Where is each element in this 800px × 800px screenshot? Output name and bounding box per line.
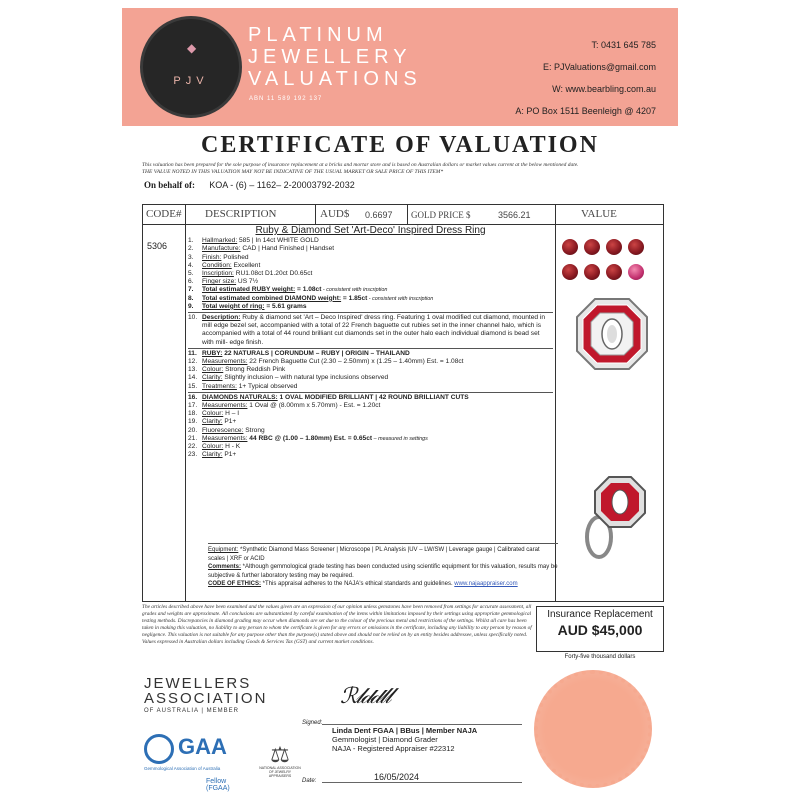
- address: A: PO Box 1511 Beenleigh @ 4207: [515, 106, 656, 116]
- ruby-colour-swatches: [559, 237, 659, 287]
- naja-caption: NATIONAL ASSOCIATION OF JEWELRY APPRAISERS: [259, 766, 301, 778]
- ruby-swatch: [606, 239, 622, 255]
- signer-role-1: Gemmologist | Diamond Grader: [332, 735, 438, 744]
- signer-details: [332, 726, 477, 753]
- valuation-table: [142, 204, 664, 602]
- item-code: 5306: [147, 241, 168, 251]
- list-item: 12. Measurements: 22 French Baguette Cut (2.30 – 2.50mm) x (1.25 – 1.40mm) Est. = 1.08ct: [188, 358, 464, 366]
- ja-line-1: JEWELLERS: [144, 675, 252, 692]
- diamond-icon: ◆: [187, 41, 197, 55]
- contact-block: [515, 34, 656, 122]
- phone: T: 0431 645 785: [591, 40, 656, 50]
- on-behalf-of: [144, 180, 355, 190]
- list-item: 11. RUBY: 22 NATURALS | CORUNDUM – RUBY | ORIGIN – THAILAND: [188, 349, 410, 357]
- stamp-seal: [534, 670, 652, 788]
- disclaimer-line-1: This valuation has been prepared for the sole purpose of insurance replacement at a bricks and mortar store and is based on Australian dollars or market values current at the below mentioned date.: [142, 162, 579, 168]
- value-header: VALUE: [581, 208, 617, 220]
- aud-label: AUD$: [320, 208, 350, 220]
- ja-line-2: ASSOCIATION: [144, 690, 268, 707]
- insurance-label: Insurance Replacement: [547, 609, 653, 620]
- equipment-notes: [208, 543, 558, 589]
- ruby-swatch: [584, 239, 600, 255]
- brand-line-1: PLATINUM: [248, 24, 388, 46]
- description-header: DESCRIPTION: [205, 208, 277, 220]
- brand-line-3: VALUATIONS: [248, 68, 422, 90]
- equipment-line: Equipment: *Synthetic Diamond Mass Screener | Microscope | PL Analysis |UV – LW/SW | Leverage gauge | Calibrated carat scales | XRF or ACID: [208, 547, 540, 562]
- list-item: 23. Clarity: P1+: [188, 451, 237, 459]
- behalf-label: On behalf of:: [144, 180, 196, 190]
- item-description: [188, 227, 553, 459]
- ring-top-view-image: [575, 297, 649, 371]
- list-item: 2. Manufacture: CAD | Hand Finished | Handset: [188, 245, 335, 253]
- abn-number: ABN 11 589 192 137: [249, 96, 323, 102]
- gold-price-value: 3566.21: [498, 210, 531, 220]
- comments-line: Comments: *Although gemmological grade testing has been conducted using scientific equipment for this valuation, results may be subjective & further laboratory testing may be required.: [208, 564, 558, 579]
- signature-image: ℛ𝓁𝒹𝒹𝓁𝓁: [340, 684, 390, 709]
- signature-line: [322, 724, 522, 725]
- list-item: 10. Description: Ruby & diamond set 'Art – Deco Inspired' dress ring. Featuring 1 oval modified cut diamond, mounted in mill edge bezel set, accompanied with a total of 22 French baguette cut rubies set in the inner channel halo, which is accompanied with a total of 44 round brilliant cut diamonds set in the outer halo each individual diamond is bead set with mill- edge finish.: [188, 312, 553, 347]
- certificate-title: CERTIFICATE OF VALUATION: [201, 132, 599, 158]
- list-item: 16. DIAMONDS NATURALS: 1 OVAL MODIFIED BRILLIANT | 42 ROUND BRILLIANT CUTS: [188, 393, 469, 401]
- table-header: [143, 205, 663, 225]
- list-item: 22. Colour: H - K: [188, 443, 241, 451]
- certificate-page: [122, 8, 678, 794]
- gold-price-label: GOLD PRICE $: [411, 210, 471, 220]
- list-item: 20. Fluorescence: Strong: [188, 426, 265, 434]
- ruby-swatch: [584, 264, 600, 280]
- ring-side-view-image: [579, 451, 649, 561]
- list-item: 17. Measurements: 1 Oval @ (8.00mm x 5.70mm) - Est. = 1.20ct: [188, 402, 381, 410]
- code-header: CODE#: [146, 208, 182, 220]
- pjv-logo: [140, 16, 242, 118]
- insurance-amount-words: Forty-five thousand dollars: [564, 654, 636, 660]
- header-divider: [315, 205, 316, 225]
- gaa-word: GAA: [178, 734, 227, 759]
- list-item: 3. Finish: Polished: [188, 253, 249, 261]
- email[interactable]: E: PJValuations@gmail.com: [542, 62, 656, 72]
- ethics-line: CODE OF ETHICS: *This appraisal adheres to the NAJA's ethical standards and guidelines. www.najaappraiser.com: [208, 581, 518, 587]
- list-item: 6. Finger size: US 7½: [188, 278, 259, 286]
- ja-line-3: OF AUSTRALIA | MEMBER: [144, 708, 239, 714]
- header-divider: [407, 205, 408, 225]
- ruby-swatch: [562, 264, 578, 280]
- behalf-reference: KOA - (6) – 1162– 2-20003792-2032: [209, 180, 355, 190]
- list-item: 14. Clarity: Slightly inclusion – with natural type inclusions observed: [188, 374, 389, 382]
- insurance-replacement-box: [536, 606, 664, 652]
- list-item: 21. Measurements: 44 RBC @ (1.00 – 1.80mm) Est. = 0.65ct – measured in settings: [188, 434, 428, 442]
- brand-name: [248, 24, 422, 90]
- header-banner: [122, 8, 678, 126]
- list-item: 8. Total estimated combined DIAMOND weight: = 1.85ct - consistent with inscription: [188, 294, 434, 302]
- aud-value: 0.6697: [365, 210, 393, 220]
- brand-line-2: JEWELLERY: [248, 46, 412, 68]
- date-value: 16/05/2024: [374, 772, 420, 782]
- logo-text: PJV: [173, 75, 209, 87]
- column-divider: [555, 205, 556, 601]
- terms-and-conditions: The articles described above have been examined and the values given are an expression of our opinion unless gemstones have been removed from settings for accurate assessment, all grades and weights are approximate. All conclusions are substantiated by careful examination of the items within limitations imposed by their settings using appropriate gemmological testing methods. Discrepancies in diamond grading may occur when diamonds are set due to the colour of the precious metal and restrictions of the settings. Whilst all care has been taken in making this valuation, no liability to any person to whom the certificate is given for any errors or omissions in the certificate, including any liability to any person by reason of negligence. This valuation is not suitable for any purpose other than the purpose(s) stated above and should not be relied on by an entity besides addressee, unless specifically noted. Values expressed in Australian dollars including Goods & Services Tax (GST) and current market conditions.: [142, 604, 532, 645]
- diamond-section: [188, 392, 553, 460]
- disclaimer-line-2: THE VALUE NOTED IN THIS VALUATION MAY NOT BE INDICATIVE OF THE USUAL MARKET OR SALE PRICE OF THIS ITEM*: [142, 169, 444, 175]
- disclaimer: [142, 162, 662, 176]
- website[interactable]: W: www.bearbling.com.au: [552, 84, 656, 94]
- list-item: 1. Hallmarked: 585 | In 14ct WHITE GOLD: [188, 237, 319, 245]
- signer-role-2: NAJA - Registered Appraiser #22312: [332, 744, 455, 753]
- ruby-swatch: [628, 264, 644, 280]
- jewellers-association-logo: [144, 676, 267, 714]
- gaa-seal-icon: [144, 734, 174, 764]
- ruby-section: [188, 348, 553, 391]
- naja-logo: [258, 744, 302, 778]
- ruby-swatch: [606, 264, 622, 280]
- list-item: 15. Treatments: 1+ Typical observed: [188, 382, 298, 390]
- item-title: Ruby & Diamond Set 'Art-Deco' Inspired Dress Ring: [255, 225, 486, 236]
- signed-label: Signed:: [302, 720, 323, 726]
- naja-link[interactable]: www.najaappraiser.com: [454, 581, 518, 587]
- list-item: 7. Total estimated RUBY weight: = 1.08ct - consistent with inscription: [188, 286, 388, 294]
- list-item: 4. Condition: Excellent: [188, 261, 261, 269]
- signer-name: Linda Dent FGAA | BBus | Member NAJA: [332, 726, 478, 735]
- list-item: 13. Colour: Strong Reddish Pink: [188, 366, 286, 374]
- list-item: 5. Inscription: RU1.08ct D1.20ct D0.65ct: [188, 270, 313, 278]
- ruby-swatch: [628, 239, 644, 255]
- date-line: [322, 782, 522, 783]
- column-divider: [185, 205, 186, 601]
- date-label: Date:: [302, 778, 317, 784]
- list-item: 18. Colour: H – I: [188, 410, 240, 418]
- list-item: 19. Clarity: P1+: [188, 418, 237, 426]
- ruby-swatch: [562, 239, 578, 255]
- gaa-subtitle: Gemmological Association of Australia: [144, 766, 221, 771]
- insurance-amount: AUD $45,000: [557, 622, 643, 638]
- gaa-fellow: Fellow (FGAA): [206, 778, 230, 792]
- scales-icon: ⚖: [270, 742, 290, 767]
- list-item: 9. Total weight of ring: = 5.61 grams: [188, 302, 307, 310]
